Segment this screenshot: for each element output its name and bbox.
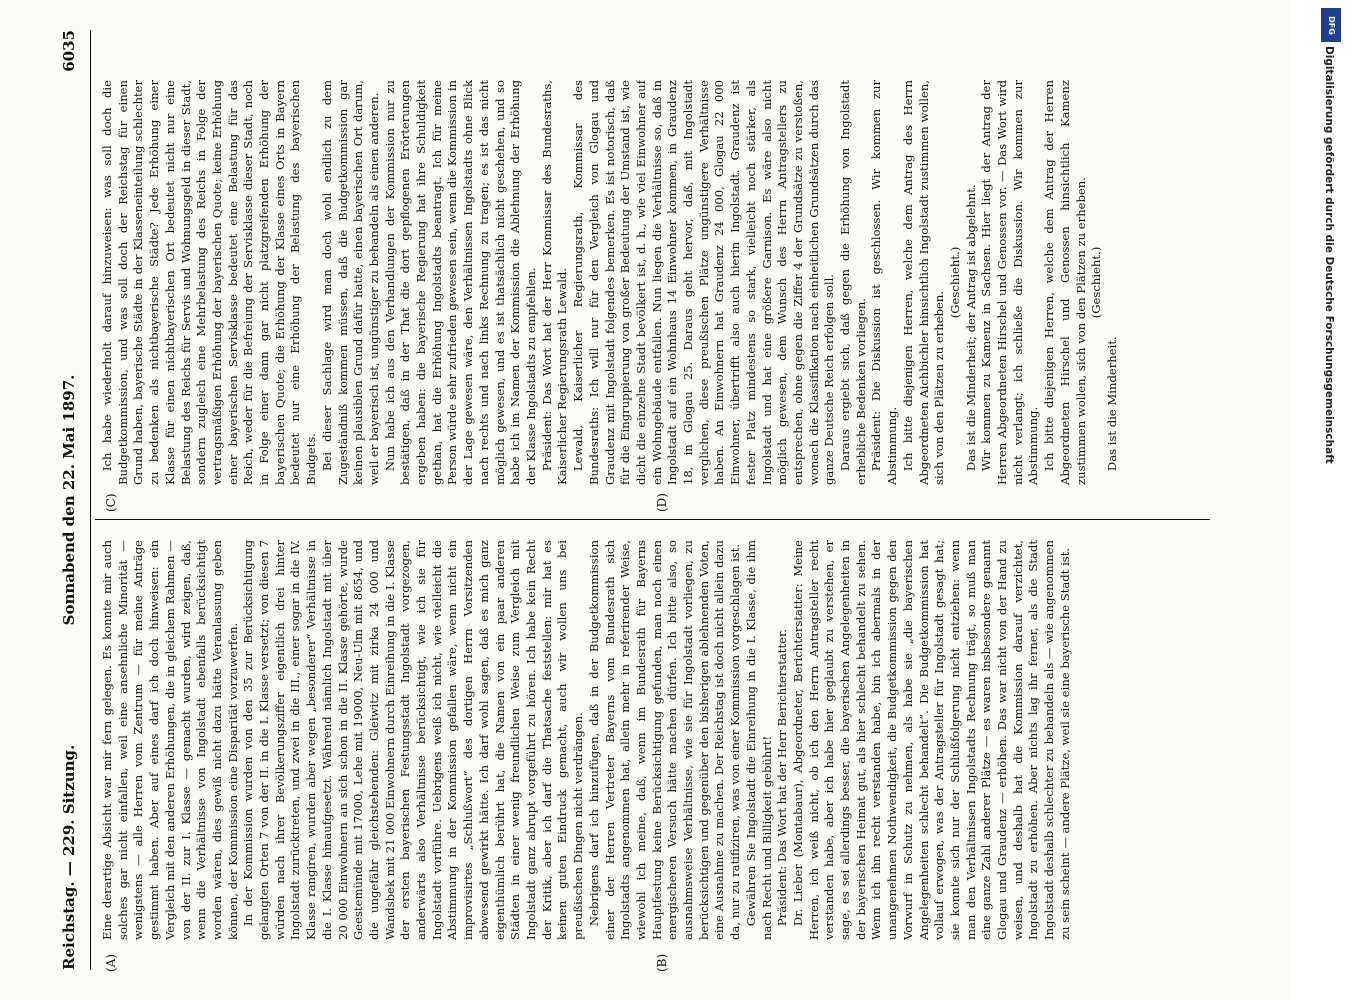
paragraph: Wir kommen zu Kamenz in Sachsen. Hier liegt der Antrag der Herren Abgeordneten Hirschel und Genossen vor. — Das Wort wird nicht verlangt; ich schließe die Diskussion. Wir kommen zur Abstimmung. — [979, 80, 1041, 485]
paragraph: Gewähren Sie Ingolstadt die Einreihung in die I. Klasse, die ihm nach Recht und Billigkeit gebührt! — [743, 540, 774, 940]
paragraph: Eine derartige Absicht war mir fern gelegen. Es konnte mir auch solches gar nicht einfallen, weil eine ansehnliche Minorität — wenigstens — alle Herren vom Zentrum — für meine Anträge gestimmt haben. Aber auf eines darf ich doch hinweisen: ein Vergleich mit den anderen Erhöhungen, die in gleichem Rahmen — von der II. zur I. Klasse — gemacht wurden, wird zeigen, daß, wenn die Verhältnisse von Ingolstadt ebenfalls berücksichtigt worden wären, dies gewiß nicht dazu hätte Veranlassung geben können, der Kommission eine Disparität vorzuwerfen. — [100, 540, 240, 940]
page-number: 6035 — [60, 30, 78, 72]
paragraph: Ich bitte diejenigen Herren, welche dem Antrag des Herrn Abgeordneten Aichbichler hinsichtlich Ingolstadt zustimmen wollen, sich von den Plätzen zu erheben. — [900, 80, 947, 485]
paragraph: Nebrigens darf ich hinzufügen, daß in der Budgetkommission einer der Herren Vertreter Bayerns vom Bundesrath sich Ingolstadts angenommen hat, allein mehr in referirender Weise, wiewohl ich meine, daß, wenn im Bundesrath für Bayerns Hauptfestung keine Berücksichtigung gefunden, man noch einen energischeren Versuch hätte machen dürfen. Ich bitte also, so ausnahmsweise Verhältnisse, wie sie für Ingolstadt vorliegen, zu berücksichtigen und gegenüber den bisherigen ablehnenden Voten, eine Ausnahme zu machen. Der Reichstag ist doch nicht allein dazu da, nur zu ratifiziren, was von einer Kommission vorgeschlagen ist. — [586, 540, 743, 940]
paragraph: (Geschieht.) — [947, 246, 962, 319]
paragraph: Präsident: Die Diskussion ist geschlossen. Wir kommen zur Abstimmung. — [869, 80, 900, 485]
paragraph: Das ist die Minderheit. — [1105, 336, 1119, 472]
paragraph: Bei dieser Sachlage wird man doch wohl endlich zu dem Zugeständniß kommen müssen, daß die Budgetkommission gar keinen plausiblen Grund dafür hatte, einen bayerischen Ort darum, weil er bayerisch ist, ungünstiger zu behandeln als einen anderen. — [319, 80, 381, 485]
column-divider — [95, 519, 1210, 520]
paragraph: Präsident: Das Wort hat der Herr Berichterstatter. — [775, 629, 790, 927]
paragraph: Das ist die Minderheit; der Antrag ist abgelehnt. — [963, 184, 978, 472]
paragraph: Daraus ergiebt sich, daß gegen die Erhöhung von Ingolstadt erhebliche Bedenken vorliegen. — [838, 80, 868, 485]
paragraph: Ich bitte diejenigen Herren, welche dem Antrag der Herren Abgeordneten Hirschel und Genossen hinsichtlich Kamenz zustimmen wollen, sich von den Plätzen zu erheben. — [1042, 80, 1088, 485]
dfg-logo: DFG — [1321, 8, 1341, 42]
marker-b: (B) — [655, 953, 669, 972]
paragraph: Nun habe ich aus den Verhandlungen der Kommission nur zu bestätigen, daß in der That die dort gepflogenen Erörterungen ergeben haben: die bayerische Regierung hat ihre Schuldigkeit gethan, hat die Erhöhung Ingolstadts beantragt. Ich für meine Person würde sehr zufrieden gewesen sein, wenn die Kommission in der Lage gewesen wäre, den Verhältnissen Ingolstadts ohne Blick nach rechts und nach links Rechnung zu tragen; es ist das nicht möglich gewesen, und es ist thatsächlich nicht geschehen, und so habe ich im Namen der Kommission die Ablehnung der Erhöhung der Klasse Ingolstadts zu empfehlen. — [382, 80, 538, 485]
paragraph: Lewald, Kaiserlicher Regierungsrath, Kommissar des Bundesraths: Ich will nur für den Vergleich von Glogau und Graudenz mit Ingolstadt folgendes bemerken. Es ist notorisch, daß für die Eingruppierung von großer Bedeutung der Umstand ist, wie dicht die einzelne Stadt bevölkert ist, d. h., wie viel Einwohner auf ein Wohngebäude entfallen. Nun liegen die Verhältnisse so, daß in Ingolstadt auf ein Wohnhaus 14 Einwohner kommen, in Graudenz 18, in Glogau 25. Daraus geht hervor, daß, mit Ingolstadt verglichen, diese preußischen Plätze ungünstigere Verhältnisse haben. An Einwohnern hat Graudenz 24 000, Glogau 22 000 Einwohner, übertrifft also auch hierin Ingolstadt. Graudenz ist fester Platz mindestens so stark, vielleicht noch stärker, als Ingolstadt und hat eine größere Garnison. Es wäre also nicht möglich gewesen, dem Wunsch des Herrn Antragstellers zu entsprechen, ohne gegen die Ziffer 4 der Grundsätze zu verstoßen, wonach die Klassifikation nach einheitlichen Grundsätzen durch das ganze Deutsche Reich erfolgen soll. — [571, 80, 837, 485]
header-rule — [90, 30, 91, 970]
header-left: Reichstag. — 229. Sitzung. — [60, 744, 78, 970]
marker-d: (D) — [655, 493, 669, 512]
header-date: Sonnabend den 22. Mai 1897. — [60, 374, 78, 626]
paragraph: Dr. Lieber (Montabaur), Abgeordneter, Berichterstatter: Meine Herren, ich weiß nicht, ob ich den Herrn Antragsteller recht verstanden habe, aber ich habe hier geglaubt zu verstehen, er sage, es sei allerdings besser, die bayerischen Angelegenheiten in der bayerischen Heimat gut, als hier schlecht behandelt zu sehen. Wenn ich ihn recht verstanden habe, bin ich abermals in der unangenehmen Nothwendigkeit, die Budgetkommission gegen den Vorwurf in Schutz zu nehmen, als habe sie „die bayerischen Angelegenheiten schlecht behandelt“. Die Budgetkommission hat vollauf erwogen, was der Antragsteller für Ingolstadt gesagt hat; sie konnte sich nur der Schlußfolgerung nicht entziehen: wenn man den Verhältnissen Ingolstadts Rechnung trägt, so muß man eine ganze Zahl anderer Plätze — es waren insbesondere genannt Glogau und Graudenz — erhöhen. Das war nicht von der Hand zu weisen, und deshalb hat die Kommission darauf verzichtet, Ingolstadt zu erhöhen. Aber nichts lag ihr ferner, als die Stadt Ingolstadt deshalb schlechter zu behandeln als — wie angenommen zu sein scheint — andere Plätze, weil sie eine bayerische Stadt ist. — [790, 540, 1072, 940]
column-right — [100, 80, 1210, 485]
marker-a: (A) — [104, 953, 118, 972]
digitization-credit: Digitalisierung gefördert durch die Deutsche Forschungsgemeinschaft — [1323, 46, 1335, 464]
paragraph: Präsident: Das Wort hat der Herr Kommissar des Bundesraths, Kaiserlicher Regierungsrath Lewald. — [539, 80, 570, 485]
marker-c: (C) — [104, 493, 118, 512]
column-left — [100, 540, 1210, 940]
paragraph: In der Kommission wurden von den 35 zur Berücksichtigung gelangten Orten 7 von der II. in die I. Klasse versetzt; von diesen 7 würden nach ihrer Bevölkerungsziffer eigentlich drei hinter Ingolstadt zurücktreten, und zwei in die III., einer sogar in die IV. Klasse rangiren, wurden aber wegen „besonderer“ Verhältnisse in die I. Klasse hinaufgesetzt. Während nämlich Ingolstadt mit über 20 000 Einwohnern an sich schon in die II. Klasse gehörte, wurde Geestemünde mit 17000, Lehe mit 19000, Neu-Ulm mit 8654, und die ungefähr gleichstehenden: Gleiwitz mit zirka 24 000 und Wandsbek mit 21 000 Einwohnern durch Einreihung in die I. Klasse der ersten bayerischen Festungsstadt Ingolstadt vorgezogen, anderwärts also Verhältnisse berücksichtigt, wie ich sie für Ingolstadt vorführe. Uebrigens weiß ich nicht, wie vielleicht die Abstimmung in der Kommission gefallen wäre, wenn nicht ein improvisirtes „Schlußwort“ des dortigen Herrn Vorsitzenden abwesend gewirkt hätte. Ich darf wohl sagen, daß es mich ganz eigenthümlich berührt hat, die Namen von ein paar anderen Städten in einer wenig freundlichen Weise zum Vergleich mit Ingolstadt ganz abrupt vorgeführt zu hören. Ich habe kein Recht der Kritik, aber ich darf die Thatsache feststellen: mir hat es keinen guten Eindruck gemacht, auch wir wollen uns bei preußischen Dingen nicht verdrängen. — [241, 540, 586, 940]
paragraph: (Geschieht.) — [1089, 246, 1104, 319]
page-header — [60, 30, 88, 970]
paragraph: Ich habe wiederholt darauf hinzuweisen: was soll doch die Budgetkommission, und was soll doch der Reichstag für einen Grund haben, bayerische Städte in der Klasseneinteilung schlechter zu bedenken als nichtbayerische Städte? Jede Erhöhung einer Klasse für einen nichtbayerischen Ort bedeutet nicht nur eine Belastung des Reichs für Servis und Wohnungsgeld in dieser Stadt, sondern zugleich eine Mehrbelastung des Reichs in Folge der vertragsmäßigen Erhöhung der bayerischen Quote; keine Erhöhung einer bayerischen Servisklasse bedeutet eine Belastung für das Reich, weder für die Befreiung der Servisklasse dieser Stadt, noch in Folge einer dann gar nicht platzgreifenden Erhöhung der bayerischen Quote; die Erhöhung der Klasse eines Orts in Bayern bedeutet nur eine Erhöhung der Belastung des bayerischen Budgets. — [100, 80, 319, 485]
